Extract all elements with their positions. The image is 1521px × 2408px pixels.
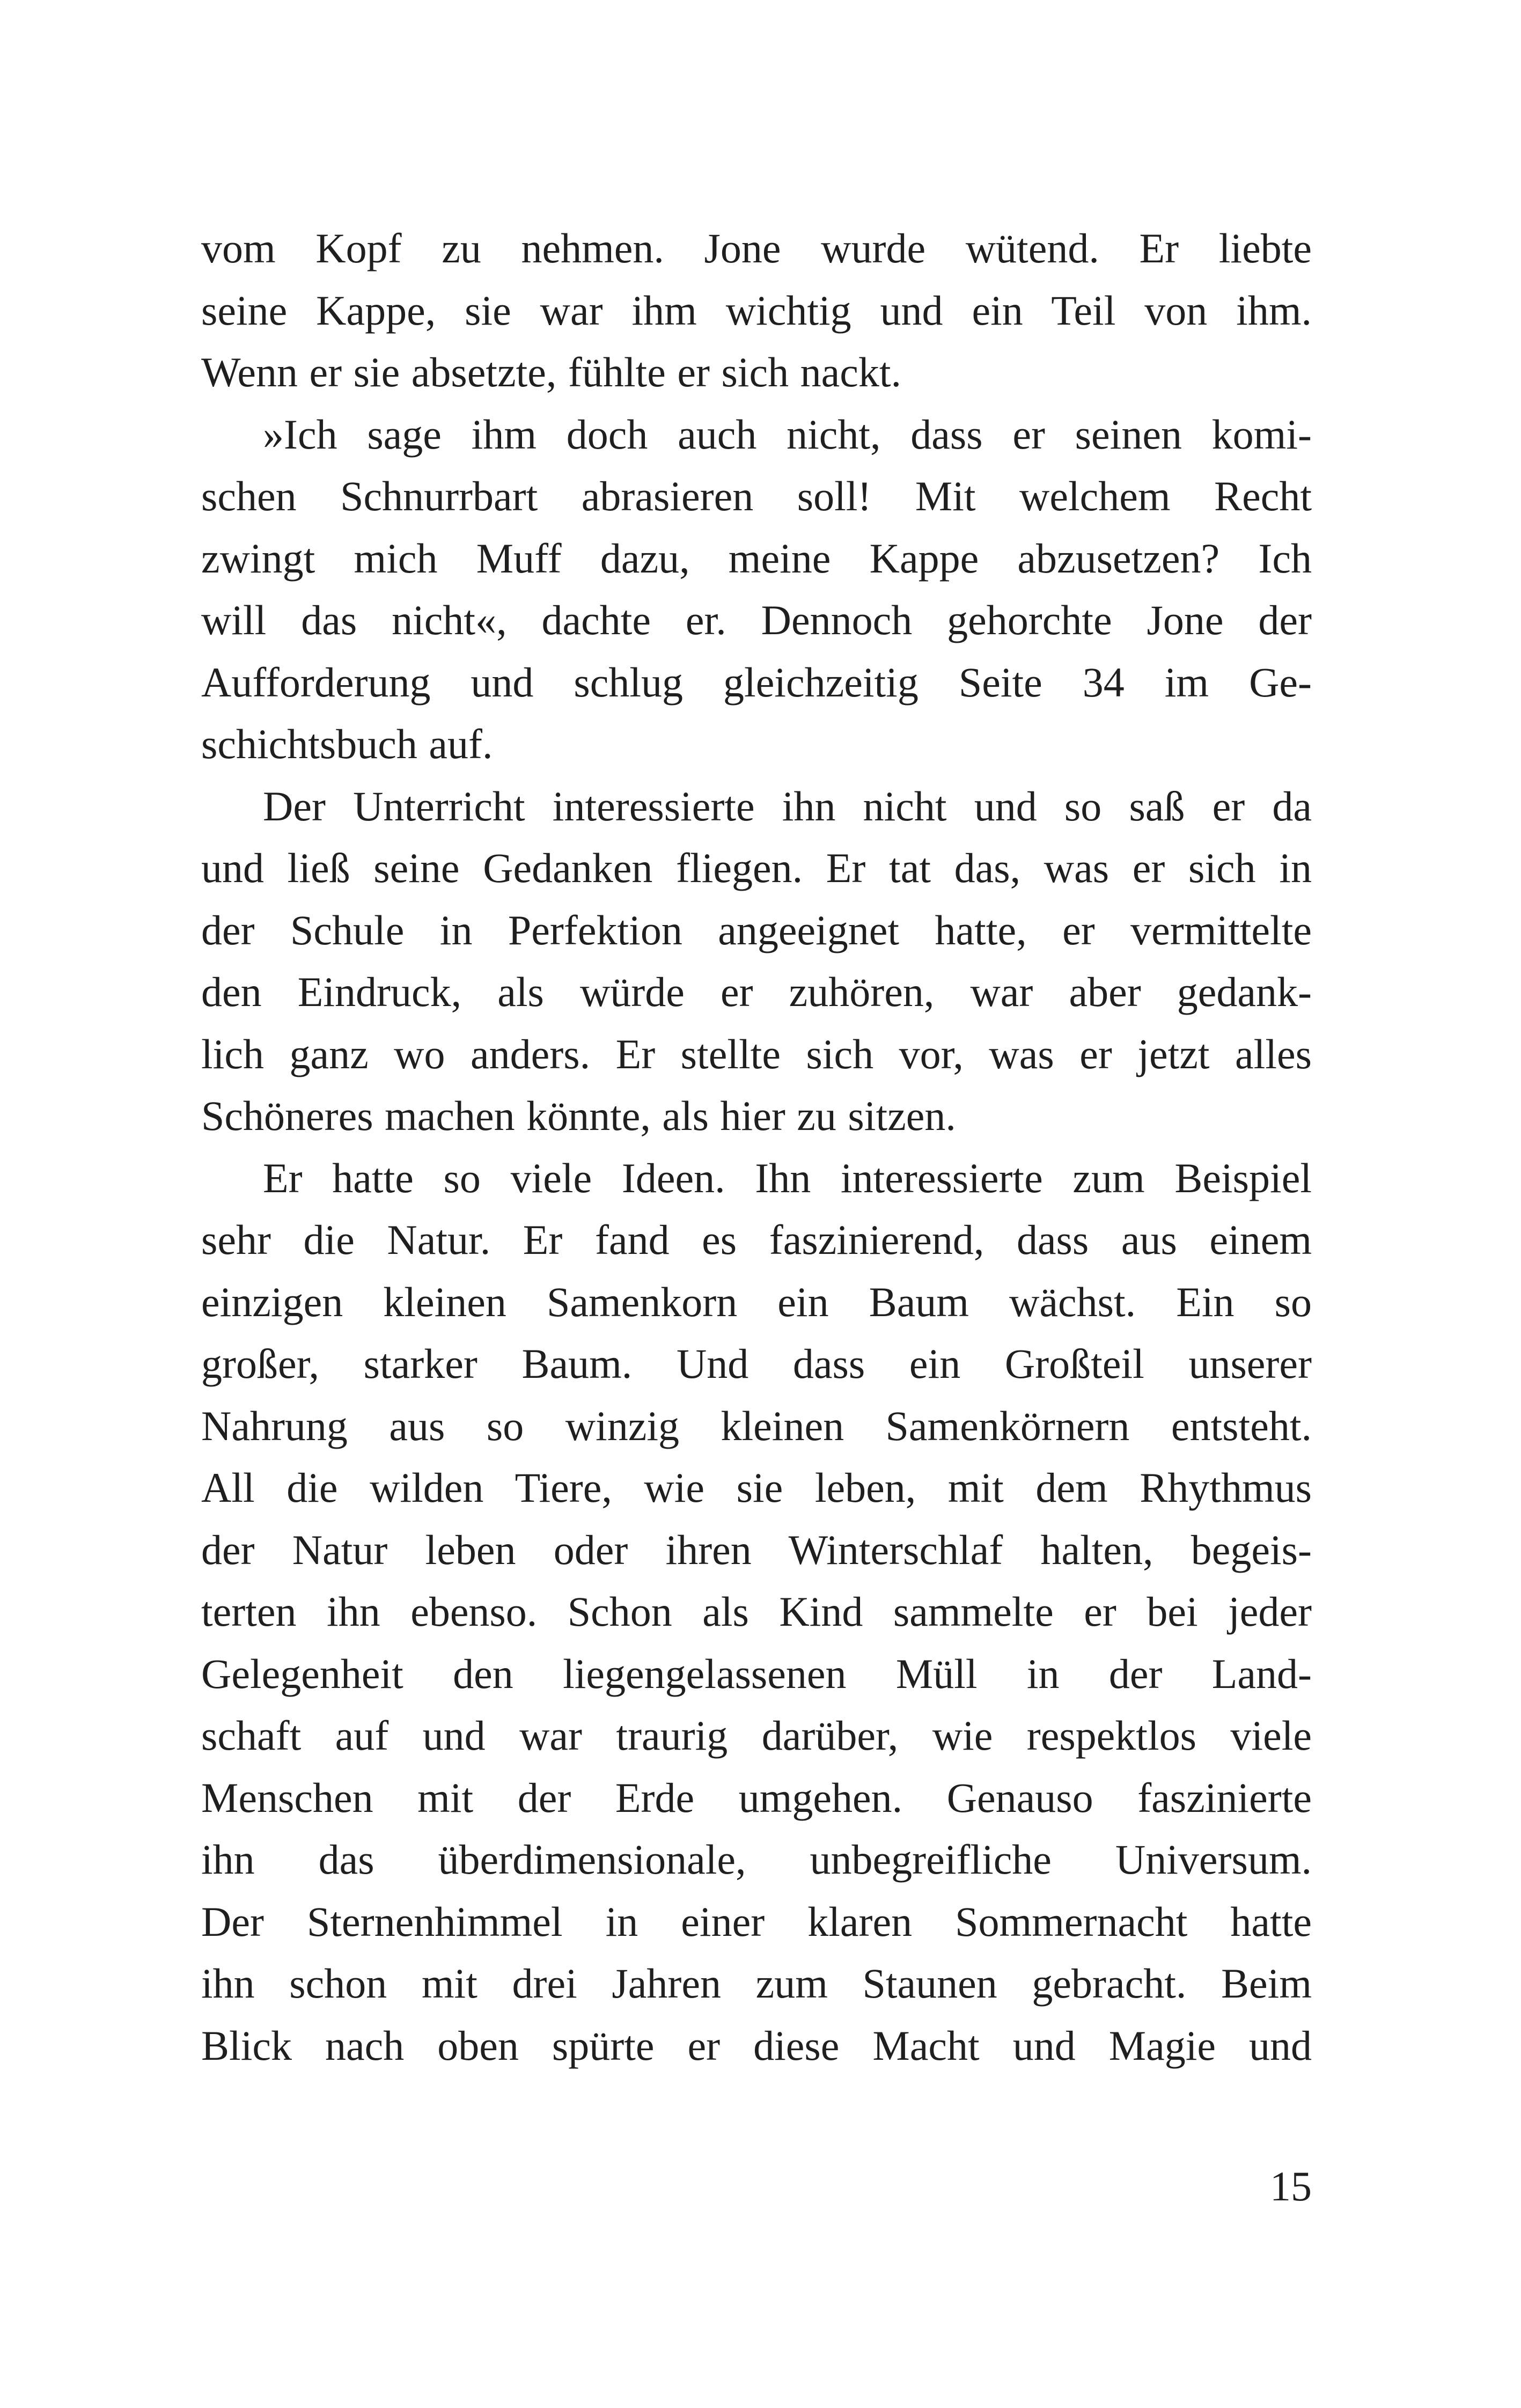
paragraph-3 — [201, 775, 1312, 1147]
text-line: vom Kopf zu nehmen. Jone wurde wütend. Er liebte — [201, 225, 1312, 271]
text-line: All die wilden Tiere, wie sie leben, mit dem Rhythmus — [201, 1464, 1312, 1511]
text-line: Gelegenheit den liegengelassenen Müll in der Land- — [201, 1650, 1312, 1697]
page-number: 15 — [1270, 2163, 1312, 2209]
text-line: schichtsbuch auf. — [201, 721, 493, 767]
text-line: will das nicht«, dachte er. Dennoch gehorchte Jone der — [201, 597, 1312, 643]
text-line: Er hatte so viele Ideen. Ihn interessierte zum Beispiel — [263, 1154, 1312, 1201]
text-line: Nahrung aus so winzig kleinen Samenkörnern entsteht. — [201, 1402, 1312, 1449]
text-line: ihn schon mit drei Jahren zum Staunen gebracht. Beim — [201, 1960, 1312, 2007]
text-line: Schöneres machen könnte, als hier zu sitzen. — [201, 1092, 956, 1139]
text-line: den Eindruck, als würde er zuhören, war aber gedank- — [201, 968, 1312, 1015]
text-line: der Natur leben oder ihren Winterschlaf halten, begeis- — [201, 1526, 1312, 1573]
text-line: lich ganz wo anders. Er stellte sich vor, was er jetzt alles — [201, 1030, 1312, 1077]
text-line: sehr die Natur. Er fand es faszinierend, dass aus einem — [201, 1216, 1312, 1263]
text-line: Wenn er sie absetzte, fühlte er sich nackt. — [201, 349, 901, 395]
text-line: schen Schnurrbart abrasieren soll! Mit welchem Recht — [201, 473, 1312, 519]
text-line: schaft auf und war traurig darüber, wie respektlos viele — [201, 1712, 1312, 1759]
text-line: großer, starker Baum. Und dass ein Großteil unserer — [201, 1340, 1312, 1387]
text-line: der Schule in Perfektion angeeignet hatte, er vermittelte — [201, 906, 1312, 953]
text-line: seine Kappe, sie war ihm wichtig und ein Teil von ihm. — [201, 287, 1312, 334]
text-line: Blick nach oben spürte er diese Macht und Magie und — [201, 2022, 1312, 2069]
text-line: Menschen mit der Erde umgehen. Genauso faszinierte — [201, 1774, 1312, 1821]
body-text — [201, 217, 1312, 2076]
text-line: ihn das überdimensionale, unbegreifliche Universum. — [201, 1836, 1312, 1883]
paragraph-2 — [201, 403, 1312, 775]
text-line: Aufforderung und schlug gleichzeitig Seite 34 im Ge- — [201, 658, 1312, 706]
paragraph-1 — [201, 217, 1312, 403]
text-line: »Ich sage ihm doch auch nicht, dass er seinen komi- — [263, 410, 1312, 458]
text-line: zwingt mich Muff dazu, meine Kappe abzusetzen? Ich — [201, 534, 1312, 582]
paragraph-4 — [201, 1147, 1312, 2077]
text-line: einzigen kleinen Samenkorn ein Baum wächst. Ein so — [201, 1278, 1312, 1325]
text-line: Der Sternenhimmel in einer klaren Sommernacht hatte — [201, 1898, 1312, 1945]
text-line: und ließ seine Gedanken fliegen. Er tat das, was er sich in — [201, 845, 1312, 891]
text-line: Der Unterricht interessierte ihn nicht und so saß er da — [263, 782, 1312, 829]
text-line: terten ihn ebenso. Schon als Kind sammelte er bei jeder — [201, 1588, 1312, 1635]
